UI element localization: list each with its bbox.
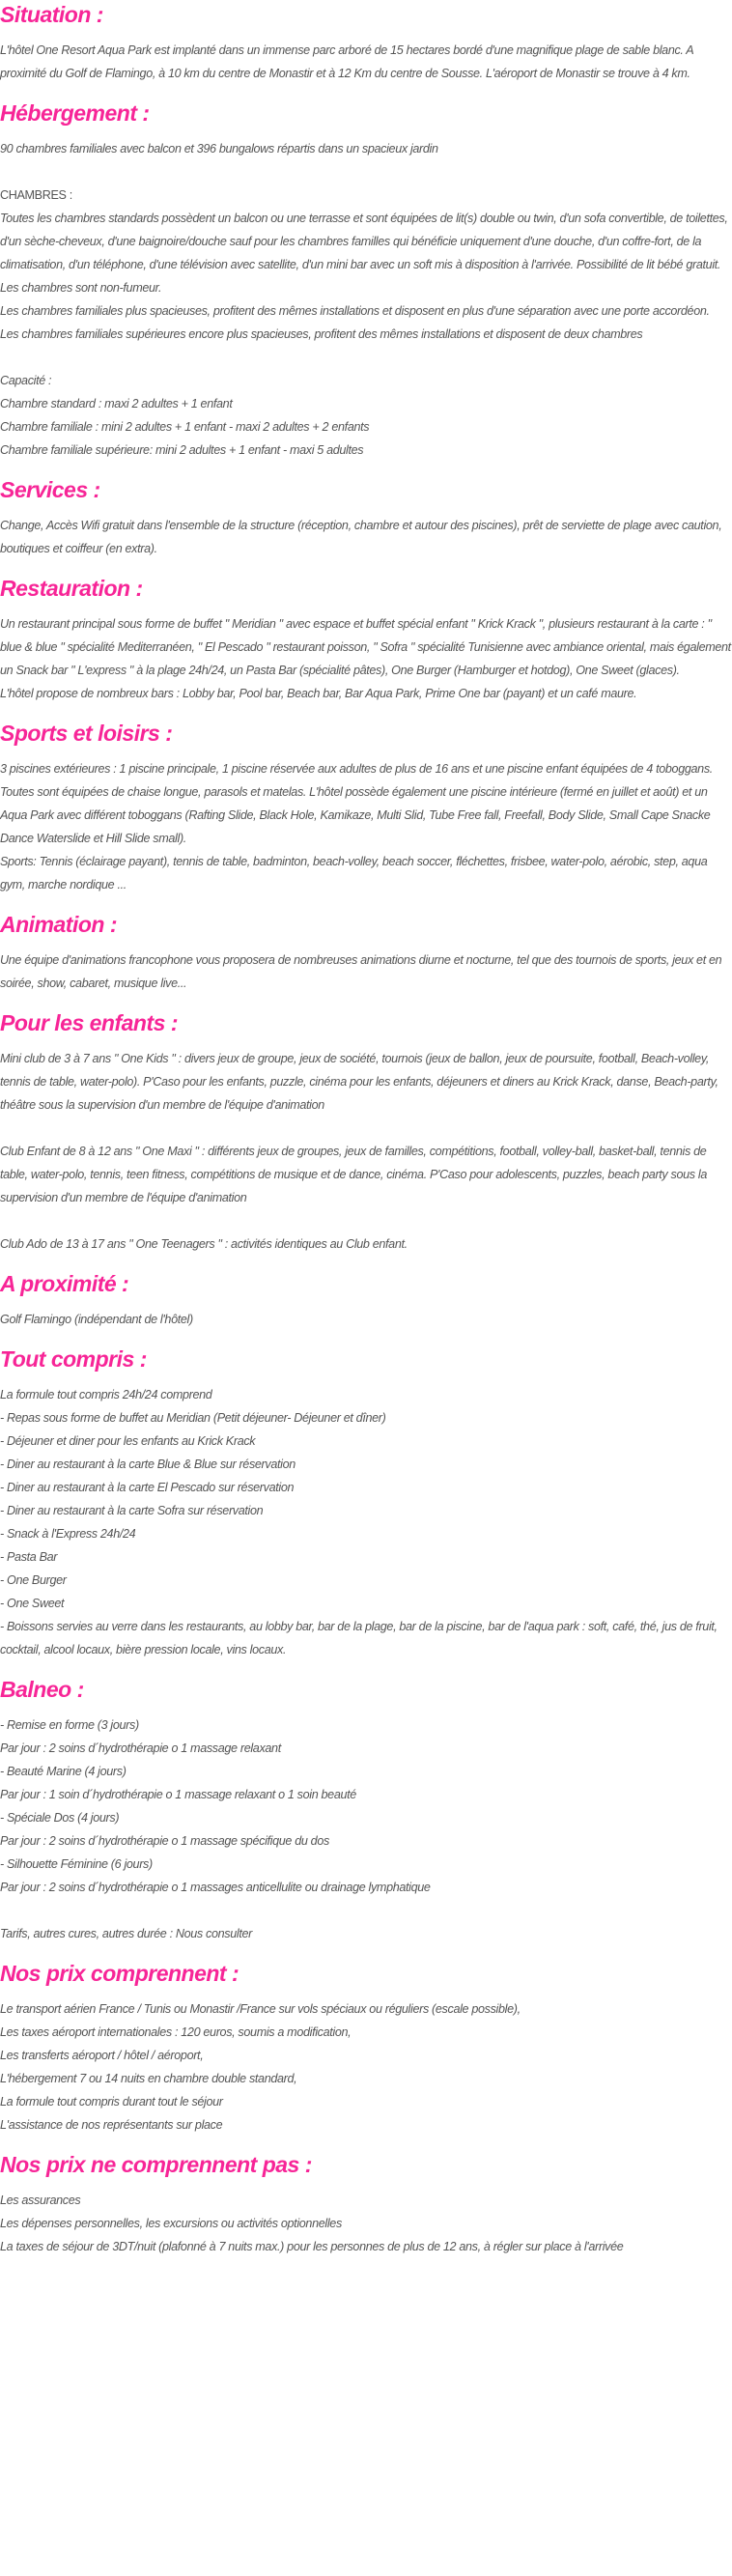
spacer [0, 1209, 732, 1232]
list-item: L'assistance de nos représentants sur place [0, 2118, 223, 2132]
list-item: Les transferts aéroport / hôtel / aéroport, [0, 2049, 204, 2062]
list-item: Chambre familiale supérieure: mini 2 adultes + 1 enfant - maxi 5 adultes [0, 443, 364, 457]
list-item: - Pasta Bar [0, 1550, 58, 1564]
spacer [0, 1899, 732, 1922]
spacer [0, 1117, 732, 1140]
list-item: Les assurances [0, 2194, 81, 2207]
paragraph: L'hôtel propose de nombreux bars : Lobby bar, Pool bar, Beach bar, Bar Aqua Park, Prime One bar (payant) et un café maure. [0, 687, 637, 700]
section-services [0, 475, 732, 560]
list-item: Chambre standard : maxi 2 adultes + 1 enfant [0, 397, 233, 410]
list-item: - Beauté Marine (4 jours) [0, 1765, 127, 1778]
paragraph: L'hôtel One Resort Aqua Park est implanté dans un immense parc arboré de 15 hectares bordé d'une magnifique plage de sable blanc. A proximité du Golf de Flamingo, à 10 km du centre de Monastir et à 12 Km du centre de Sousse. L'aéroport de Monastir se trouve à 4 km. [0, 43, 693, 80]
section-tout-compris [0, 1345, 732, 1661]
paragraph: La formule tout compris 24h/24 comprend [0, 1388, 212, 1401]
list-item: L'hébergement 7 ou 14 nuits en chambre double standard, [0, 2072, 297, 2085]
paragraph: Toutes les chambres standards possèdent un balcon ou une terrasse et sont équipées de lit(s) double ou twin, d'un sofa convertible, de toilettes, d'un sèche-cheveux, d'une baignoire/douche sauf pour les chambres familles qui bénéficie uniquement d'une douche, d'un coffre-fort, de la climatisation, d'un téléphone, d'une télévision avec satellite, d'un mini bar avec un soft mis à disposition à l'arrivée. Possibilité de lit bébé gratuit. Les chambres sont non-fumeur. [0, 212, 728, 295]
paragraph: Club Enfant de 8 à 12 ans " One Maxi " : différents jeux de groupes, jeux de familles, compétitions, football, volley-ball, basket-ball, tennis de table, water-polo, tennis, teen fitness, compétitions de musique et de dance, cinéma. P'Caso pour adolescents, puzzles, beach party sous la supervision d'un membre de l'équipe d'animation [0, 1145, 707, 1204]
list-item: - Déjeuner et diner pour les enfants au Krick Krack [0, 1434, 256, 1448]
section-animation [0, 910, 732, 995]
list-item: - Boissons servies au verre dans les restaurants, au lobby bar, bar de la plage, bar de la piscine, bar de l'aqua park : soft, café, thé, jus de fruit, cocktail, alcool locaux, bière pression locale, vins locaux. [0, 1620, 718, 1656]
list-item: Par jour : 2 soins d´hydrothérapie o 1 massage spécifique du dos [0, 1834, 329, 1848]
list-item: - Snack à l'Express 24h/24 [0, 1527, 136, 1541]
list-item: - One Burger [0, 1573, 67, 1587]
section-enfants [0, 1008, 732, 1256]
balneo-note: Tarifs, autres cures, autres durée : Nous consulter [0, 1927, 252, 1940]
section-balneo [0, 1675, 732, 1945]
section-title: Nos prix ne comprennent pas : [0, 2152, 312, 2177]
list-item: Par jour : 1 soin d´hydrothérapie o 1 massage relaxant o 1 soin beauté [0, 1788, 356, 1801]
section-title: A proximité : [0, 1271, 129, 1296]
list-item: - Diner au restaurant à la carte Blue & Blue sur réservation [0, 1458, 296, 1471]
section-hebergement [0, 99, 732, 462]
section-restauration [0, 574, 732, 705]
list-item: Les dépenses personnelles, les excursions ou activités optionnelles [0, 2217, 342, 2230]
spacer [0, 160, 732, 184]
list-item: Par jour : 2 soins d´hydrothérapie o 1 massages anticellulite ou drainage lymphatique [0, 1881, 431, 1894]
list-item: Les taxes aéroport internationales : 120 euros, soumis a modification, [0, 2025, 352, 2039]
paragraph: Les chambres familiales plus spacieuses, profitent des mêmes installations et disposent en plus d'une séparation avec une porte accordéon. [0, 304, 710, 318]
list-item: Chambre familiale : mini 2 adultes + 1 enfant - maxi 2 adultes + 2 enfants [0, 420, 370, 434]
section-prix-inclus [0, 1959, 732, 2137]
section-prix-exclus [0, 2150, 732, 2258]
list-item: La formule tout compris durant tout le séjour [0, 2095, 223, 2109]
paragraph: 90 chambres familiales avec balcon et 396 bungalows répartis dans un spacieux jardin [0, 142, 438, 156]
section-sports [0, 719, 732, 896]
section-title: Sports et loisirs : [0, 721, 173, 746]
section-title: Hébergement : [0, 100, 150, 126]
section-title: Situation : [0, 2, 103, 27]
section-proximite [0, 1269, 732, 1331]
list-item: La taxes de séjour de 3DT/nuit (plafonné à 7 nuits max.) pour les personnes de plus de 12 ans, à régler sur place à l'arrivée [0, 2240, 624, 2253]
list-item: Le transport aérien France / Tunis ou Monastir /France sur vols spéciaux ou réguliers (escale possible), [0, 2002, 521, 2016]
list-item: - Remise en forme (3 jours) [0, 1718, 139, 1732]
paragraph: Club Ado de 13 à 17 ans " One Teenagers " : activités identiques au Club enfant. [0, 1237, 408, 1251]
list-item: - Silhouette Féminine (6 jours) [0, 1857, 153, 1871]
paragraph: 3 piscines extérieures : 1 piscine principale, 1 piscine réservée aux adultes de plus de 16 ans et une piscine enfant équipées de 4 toboggans. Toutes sont équipées de chaise longue, parasols et matelas. L'hôtel possède également une piscine intérieure (fermé en juillet et août) et un Aqua Park avec différent toboggans (Rafting Slide, Black Hole, Kamikaze, Multi Slid, Tube Free fall, Freefall, Body Slide, Small Cape Snacke Dance Waterslide et Hill Slide small). [0, 762, 713, 845]
list-item: Par jour : 2 soins d´hydrothérapie o 1 massage relaxant [0, 1741, 281, 1755]
section-title: Restauration : [0, 576, 143, 601]
section-title: Services : [0, 477, 100, 502]
chambres-label: CHAMBRES : [0, 188, 72, 202]
section-title: Tout compris : [0, 1346, 147, 1372]
spacer [0, 346, 732, 369]
list-item: - Repas sous forme de buffet au Meridian (Petit déjeuner- Déjeuner et dîner) [0, 1411, 386, 1425]
list-item: - Spéciale Dos (4 jours) [0, 1811, 120, 1825]
section-title: Pour les enfants : [0, 1010, 178, 1035]
list-item: - One Sweet [0, 1597, 65, 1610]
paragraph: Golf Flamingo (indépendant de l'hôtel) [0, 1313, 193, 1326]
paragraph: Mini club de 3 à 7 ans " One Kids " : divers jeux de groupe, jeux de société, tournois (jeux de ballon, jeux de poursuite, football, Beach-volley, tennis de table, water-polo). P'Caso pour les enfants, puzzle, cinéma pour les enfants, déjeuners et diners au Krick Krack, danse, Beach-party, théâtre sous la supervision d'un membre de l'équipe d'animation [0, 1052, 718, 1112]
section-title: Nos prix comprennent : [0, 1961, 239, 1986]
list-item: - Diner au restaurant à la carte Sofra sur réservation [0, 1504, 264, 1517]
paragraph: Les chambres familiales supérieures encore plus spacieuses, profitent des mêmes installations et disposent de deux chambres [0, 327, 643, 341]
section-title: Animation : [0, 912, 117, 937]
paragraph: Un restaurant principal sous forme de buffet " Meridian " avec espace et buffet spécial enfant " Krick Krack ", plusieurs restaurant à la carte : " blue & blue " spécialité Mediterranéen, " El Pescado " restaurant poisson, " Sofra " spécialité Tunisienne avec ambiance oriental, mais également un Snack bar " L'express " à la plage 24h/24, un Pasta Bar (spécialité pâtes), One Burger (Hamburger et hotdog), One Sweet (glaces). [0, 617, 731, 677]
paragraph: Sports: Tennis (éclairage payant), tennis de table, badminton, beach-volley, beach soccer, fléchettes, frisbee, water-polo, aérobic, step, aqua gym, marche nordique ... [0, 855, 708, 892]
list-item: - Diner au restaurant à la carte El Pescado sur réservation [0, 1481, 295, 1494]
section-title: Balneo : [0, 1677, 84, 1702]
paragraph: Une équipe d'animations francophone vous proposera de nombreuses animations diurne et nocturne, tel que des tournois de sports, jeux et en soirée, show, cabaret, musique live... [0, 953, 722, 990]
paragraph: Change, Accès Wifi gratuit dans l'ensemble de la structure (réception, chambre et autour des piscines), prêt de serviette de plage avec caution, boutiques et coiffeur (en extra). [0, 519, 722, 555]
capacite-label: Capacité : [0, 374, 52, 387]
section-situation [0, 0, 732, 85]
